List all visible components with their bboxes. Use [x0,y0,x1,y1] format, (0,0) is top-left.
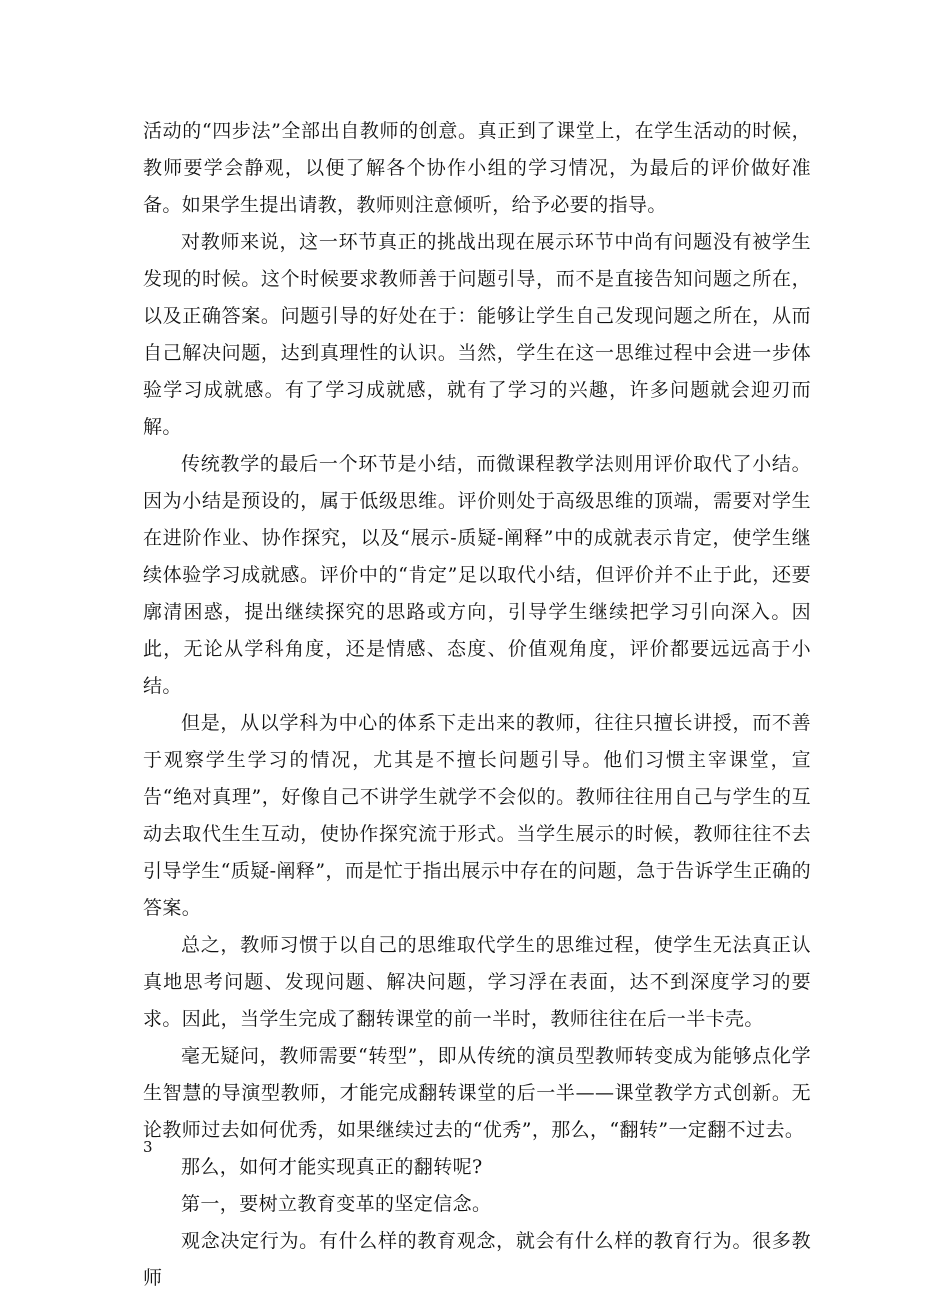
paragraph-8: 第一，要树立教育变革的坚定信念。 [181,1193,492,1215]
page-number: 3 [143,1138,153,1156]
body-text [143,113,811,1297]
paragraph-9: 观念决定行为。有什么样的教育观念，就会有什么样的教育行为。很多教师 [143,1230,811,1289]
paragraph-2: 对教师来说，这一环节真正的挑战出现在展示环节中尚有问题没有被学生发现的时候。这个时候要求教师善于问题引导，而不是直接告知问题之所在，以及正确答案。问题引导的好处在于：能够让学生自己发现问题之所在，从而自己解决问题，达到真理性的认识。当然，学生在这一思维过程中会进一步体验学习成就感。有了学习成就感，就有了学习的兴趣，许多问题就会迎刃而解。 [143,231,811,438]
paragraph-5: 总之，教师习惯于以自己的思维取代学生的思维过程，使学生无法真正认真地思考问题、发现问题、解决问题，学习浮在表面，达不到深度学习的要求。因此，当学生完成了翻转课堂的前一半时，教师往往在后一半卡壳。 [143,934,811,1030]
paragraph-7: 那么，如何才能实现真正的翻转呢? [181,1156,483,1178]
paragraph-3: 传统教学的最后一个环节是小结，而微课程教学法则用评价取代了小结。因为小结是预设的，属于低级思维。评价则处于高级思维的顶端，需要对学生在进阶作业、协作探究，以及“展示-质疑-阐释”中的成就表示肯定，使学生继续体验学习成就感。评价中的“肯定”足以取代小结，但评价并不止于此，还要廓清困惑，提出继续探究的思路或方向，引导学生继续把学习引向深入。因此，无论从学科角度，还是情感、态度、价值观角度，评价都要远远高于小结。 [143,453,811,697]
paragraph-6: 毫无疑问，教师需要“转型”，即从传统的演员型教师转变成为能够点化学生智慧的导演型教师，才能完成翻转课堂的后一半——课堂教学方式创新。无论教师过去如何优秀，如果继续过去的“优秀”，那么，“翻转”一定翻不过去。 [143,1045,811,1141]
paragraph-4: 但是，从以学科为中心的体系下走出来的教师，往往只擅长讲授，而不善于观察学生学习的情况，尤其是不擅长问题引导。他们习惯主宰课堂，宣告“绝对真理”，好像自己不讲学生就学不会似的。教师往往用自己与学生的互动去取代生生互动，使协作探究流于形式。当学生展示的时候，教师往往不去引导学生“质疑-阐释”，而是忙于指出展示中存在的问题，急于告诉学生正确的答案。 [143,712,811,919]
paragraph-1: 活动的“四步法”全部出自教师的创意。真正到了课堂上，在学生活动的时候，教师要学会静观，以便了解各个协作小组的学习情况，为最后的评价做好准备。如果学生提出请教，教师则注意倾听，给予必要的指导。 [143,120,811,216]
